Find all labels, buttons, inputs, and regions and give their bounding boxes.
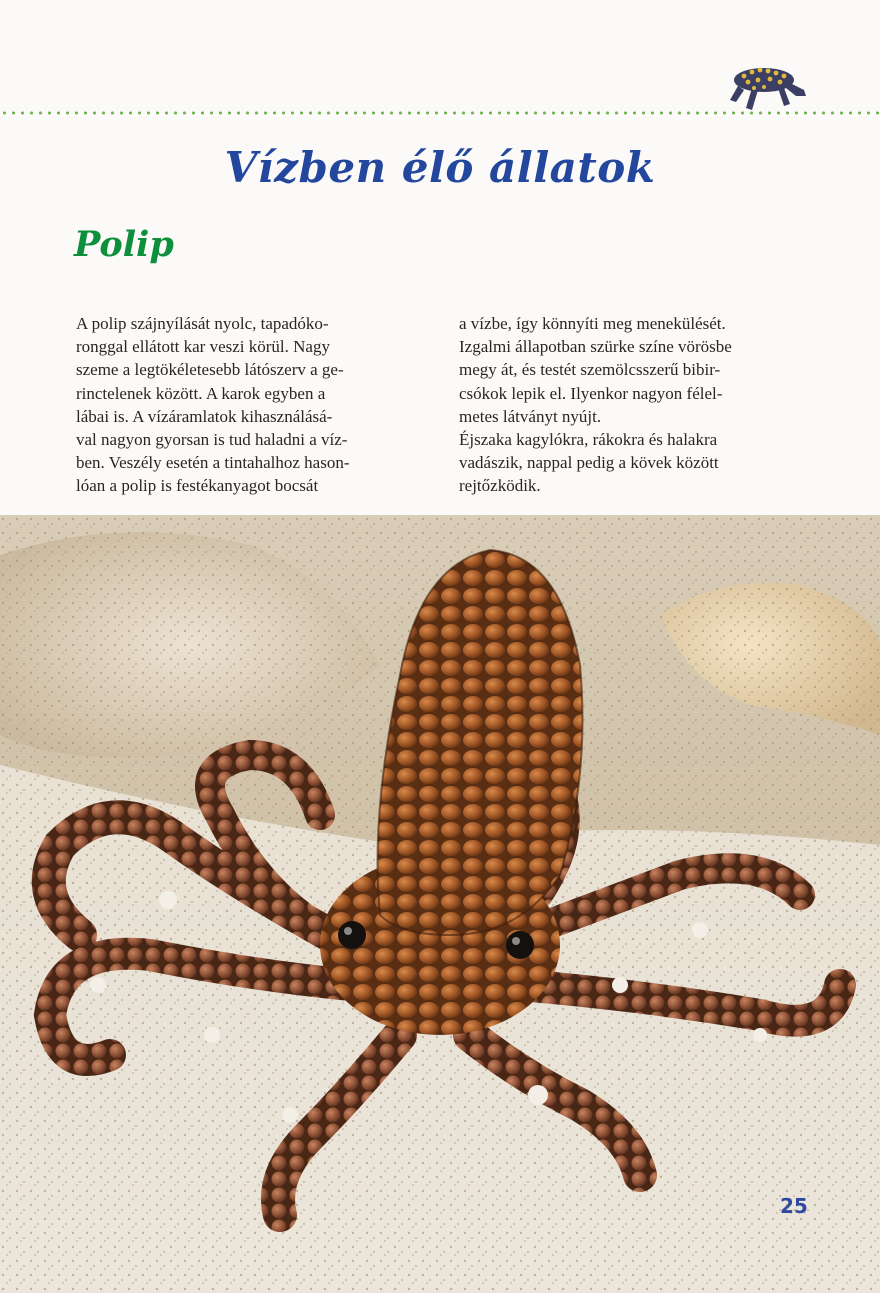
- text-line: ben. Veszély esetén a tintahalhoz hason-: [76, 453, 350, 473]
- beaded-frog-icon: [724, 60, 810, 118]
- text-line: A polip szájnyílását nyolc, tapadóko-: [76, 314, 329, 333]
- text-line: a vízbe, így könnyíti meg menekülését.: [459, 314, 726, 333]
- text-line: vadászik, nappal pedig a kövek között: [459, 453, 719, 473]
- text-line: lábai is. A vízáramlatok kihasználásá-: [76, 406, 333, 426]
- section-heading: Polip: [74, 224, 174, 265]
- text-line: Izgalmi állapotban szürke színe vörösbe: [459, 337, 732, 357]
- page-number: 25: [780, 1194, 808, 1218]
- octopus-photo: [0, 515, 880, 1293]
- text-line: metes látványt nyújt.: [459, 406, 602, 426]
- text-line: rinctelenek között. A karok egyben a: [76, 383, 326, 403]
- text-line: val nagyon gyorsan is tud haladni a víz-: [76, 430, 348, 450]
- text-line: rejtőzködik.: [459, 476, 541, 496]
- text-line: ronggal ellátott kar veszi körül. Nagy: [76, 337, 330, 357]
- text-line: Éjszaka kagylókra, rákokra és halakra: [459, 430, 718, 450]
- text-column-right: [459, 312, 789, 498]
- dotted-divider: [0, 111, 880, 115]
- text-column-left: [76, 312, 406, 498]
- page-title: Vízben élő állatok: [224, 143, 656, 192]
- text-line: szeme a legtökéletesebb látószerv a ge-: [76, 360, 344, 380]
- text-line: megy át, és testét szemölcsszerű bibir-: [459, 360, 721, 380]
- text-line: lóan a polip is festékanyagot bocsát: [76, 476, 319, 496]
- text-line: csókok lepik el. Ilyenkor nagyon félel-: [459, 383, 723, 403]
